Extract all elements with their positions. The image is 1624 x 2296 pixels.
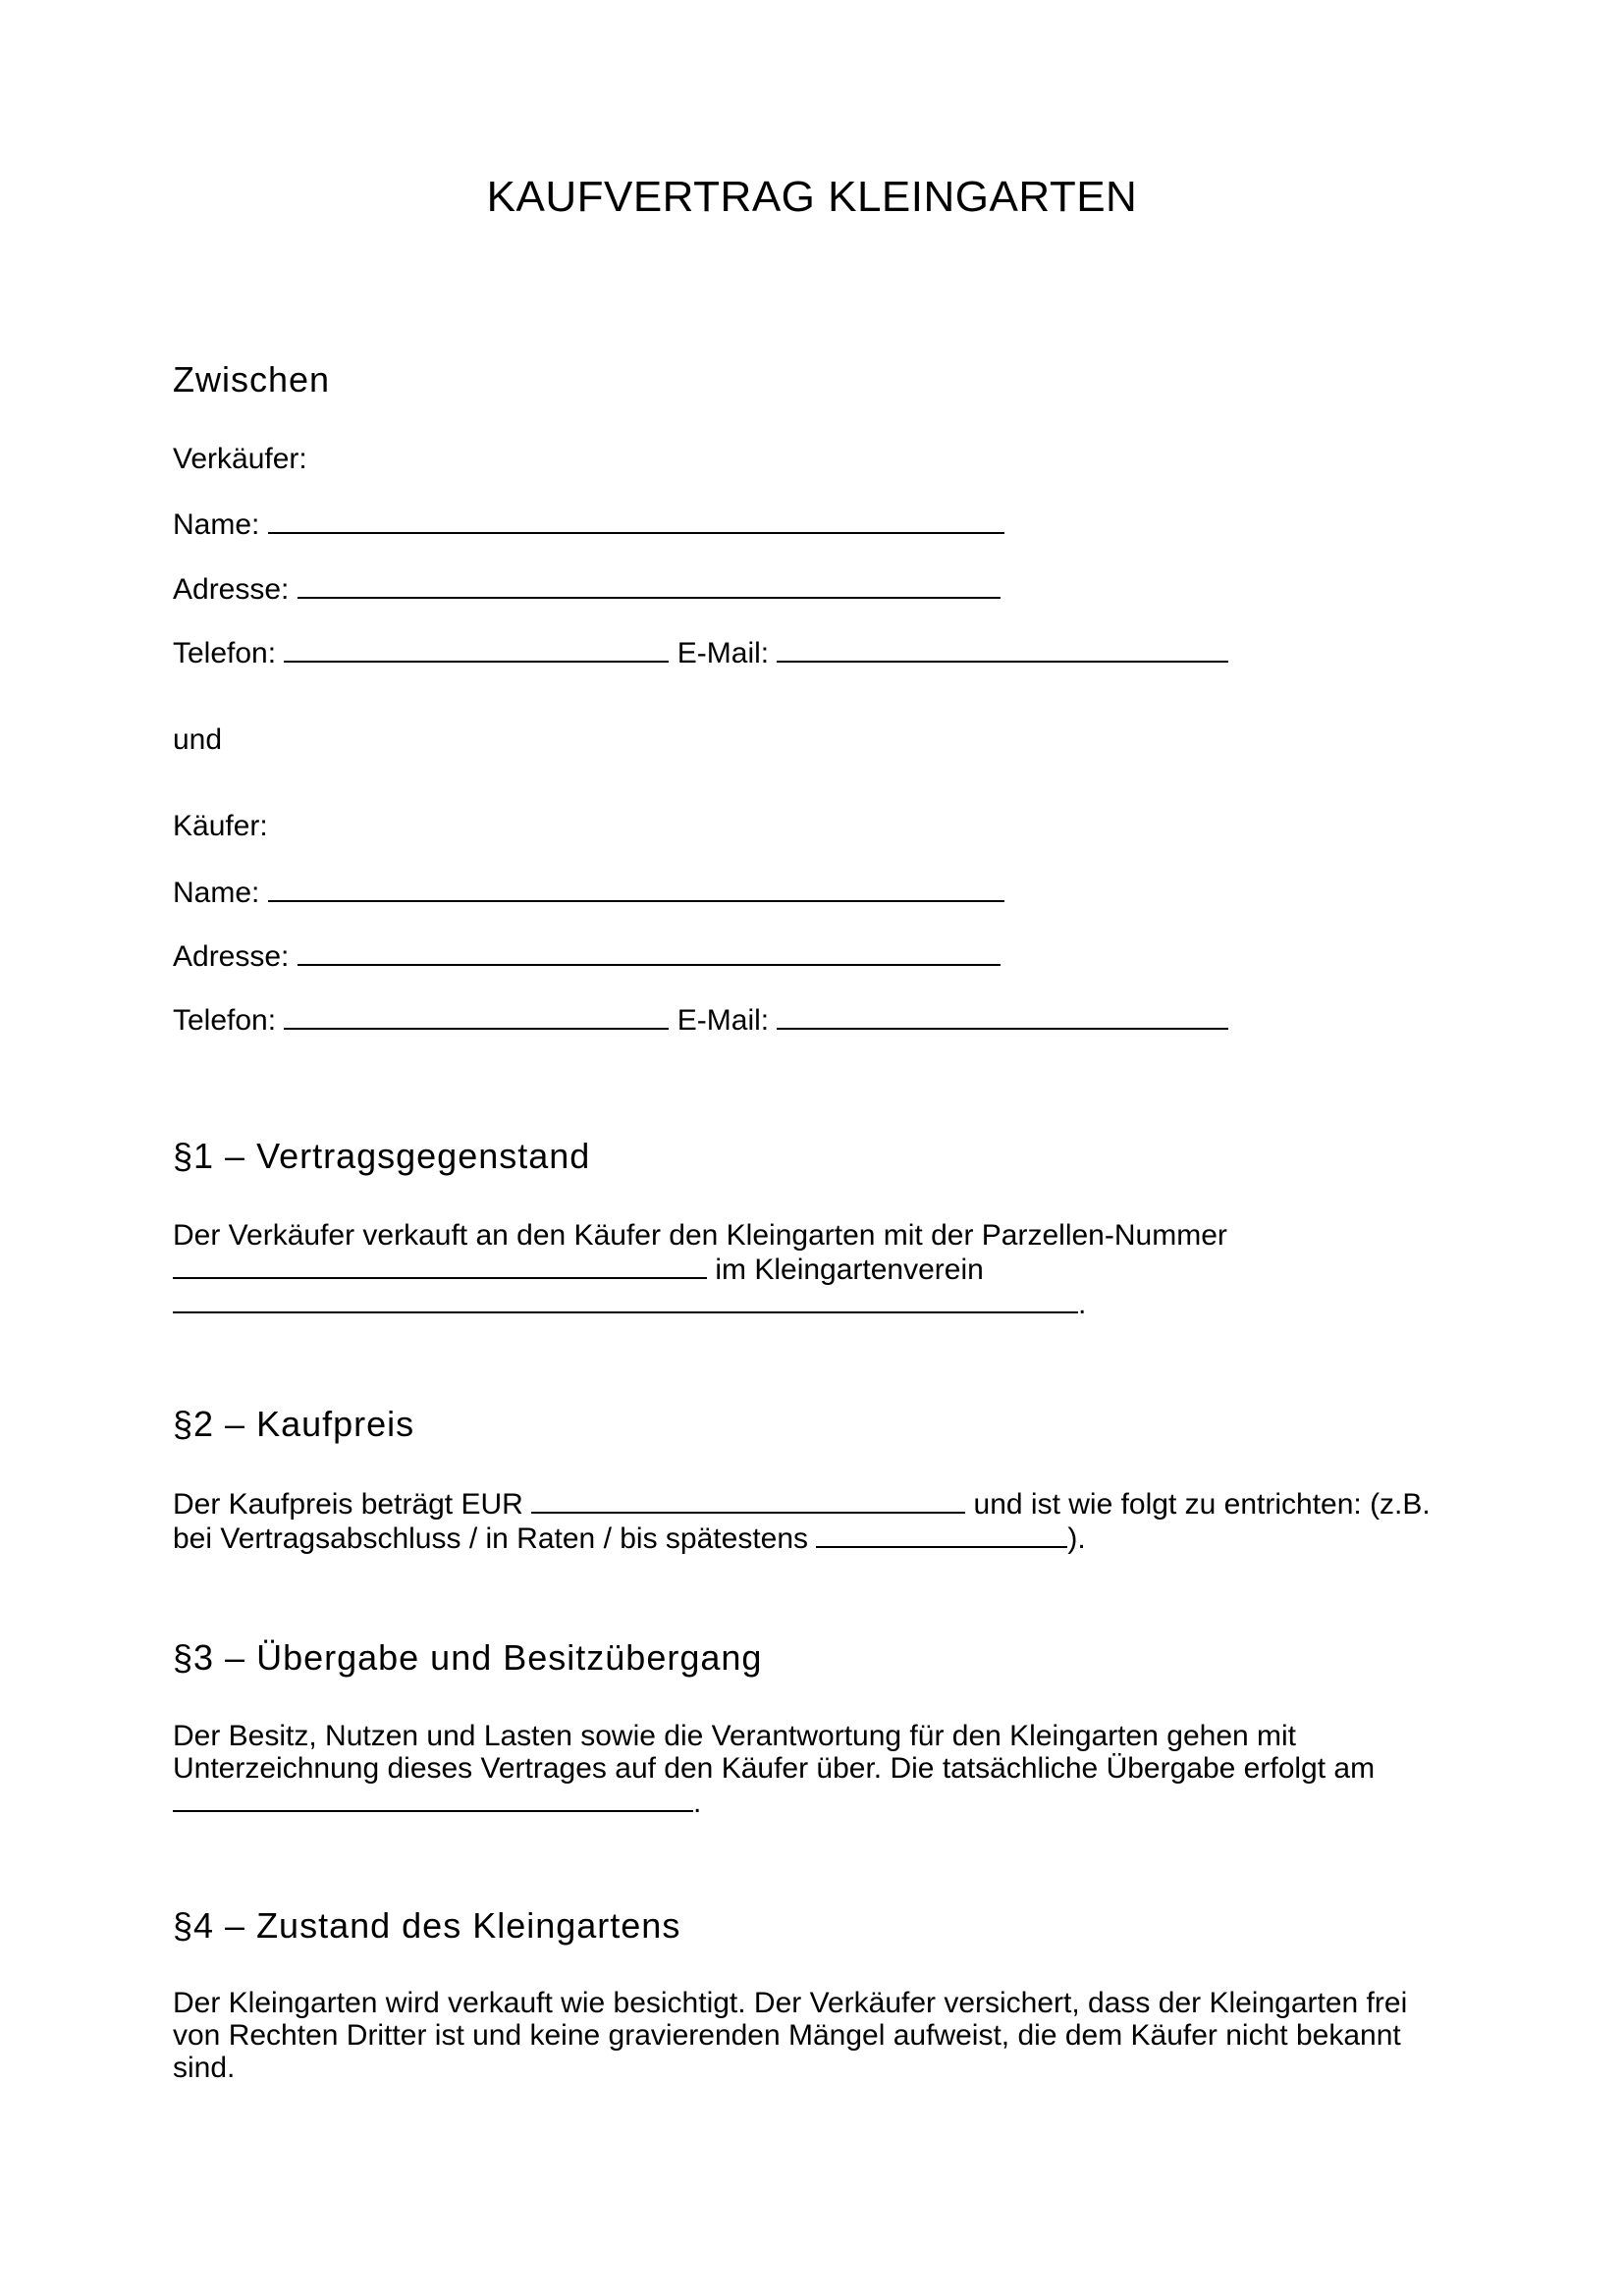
buyer-name-label: Name: [173,877,260,909]
buyer-address-row [173,938,1001,975]
section-4-line-3: sind. [173,2052,236,2084]
seller-address-label: Adresse: [173,573,290,606]
section-2-line-1b: und ist wie folgt zu entrichten: (z.B. [973,1488,1431,1521]
section-2-heading: §2 – Kaufpreis [173,1404,415,1444]
seller-name-label: Name: [173,508,260,541]
seller-email-label: E-Mail: [677,637,770,669]
section-1-line-2: im Kleingartenverein [715,1254,984,1286]
seller-name-row [173,507,1004,543]
section-2-line-1a: Der Kaufpreis beträgt EUR [173,1488,523,1521]
seller-contact-row [173,635,1228,671]
seller-address-field[interactable] [298,571,1001,599]
buyer-phone-label: Telefon: [173,1004,277,1037]
buyer-address-label: Adresse: [173,940,290,973]
buyer-email-field[interactable] [777,1002,1228,1030]
seller-address-row [173,571,1001,608]
seller-email-field[interactable] [777,635,1228,663]
section-4-text [173,1987,1489,2084]
buyer-email-label: E-Mail: [677,1004,770,1037]
buyer-name-field[interactable] [268,875,1004,902]
section-2-line-2: bei Vertragsabschluss / in Raten / bis spätestens [173,1522,809,1555]
parcel-number-field[interactable] [173,1252,707,1279]
buyer-phone-field[interactable] [284,1002,669,1030]
handover-date-field[interactable] [173,1785,693,1812]
section-1-line-1: Der Verkäufer verkauft an den Käufer den Kleingarten mit der Parzellen-Nummer [173,1219,1227,1252]
section-1-line-3: . [1078,1288,1087,1320]
payment-deadline-field[interactable] [816,1521,1067,1548]
section-4-line-1: Der Kleingarten wird verkauft wie besichtigt. Der Verkäufer versichert, dass der Kleingarten frei [173,1987,1408,2019]
buyer-contact-row [173,1002,1228,1039]
section-3-line-2: Unterzeichnung dieses Vertrages auf den Käufer über. Die tatsächliche Übergabe erfolgt am [173,1752,1376,1785]
section-4-line-2: von Rechten Dritter ist und keine gravierenden Mängel aufweist, die dem Käufer nicht bekannt [173,2019,1401,2052]
section-1-heading: §1 – Vertragsgegenstand [173,1136,591,1176]
section-1-text [173,1219,1489,1320]
section-3-text [173,1720,1489,1819]
buyer-name-row [173,875,1004,911]
purchase-price-field[interactable] [531,1486,965,1514]
section-3-heading: §3 – Übergabe und Besitzübergang [173,1637,763,1678]
connector-text: und [173,723,223,756]
intro-heading: Zwischen [173,359,331,400]
seller-heading: Verkäufer: [173,443,307,475]
section-4-heading: §4 – Zustand des Kleingartens [173,1905,681,1946]
garden-association-field[interactable] [173,1286,1078,1313]
section-2-text [173,1486,1489,1555]
seller-phone-field[interactable] [284,635,669,663]
buyer-heading: Käufer: [173,810,268,842]
seller-name-field[interactable] [268,507,1004,534]
section-3-line-3: . [693,1787,702,1819]
buyer-address-field[interactable] [298,938,1001,966]
section-2-line-2-end: ). [1067,1522,1086,1555]
section-3-line-1: Der Besitz, Nutzen und Lasten sowie die Verantwortung für den Kleingarten gehen mit [173,1720,1297,1752]
document-title: KAUFVERTRAG KLEINGARTEN [486,173,1138,221]
seller-phone-label: Telefon: [173,637,277,669]
